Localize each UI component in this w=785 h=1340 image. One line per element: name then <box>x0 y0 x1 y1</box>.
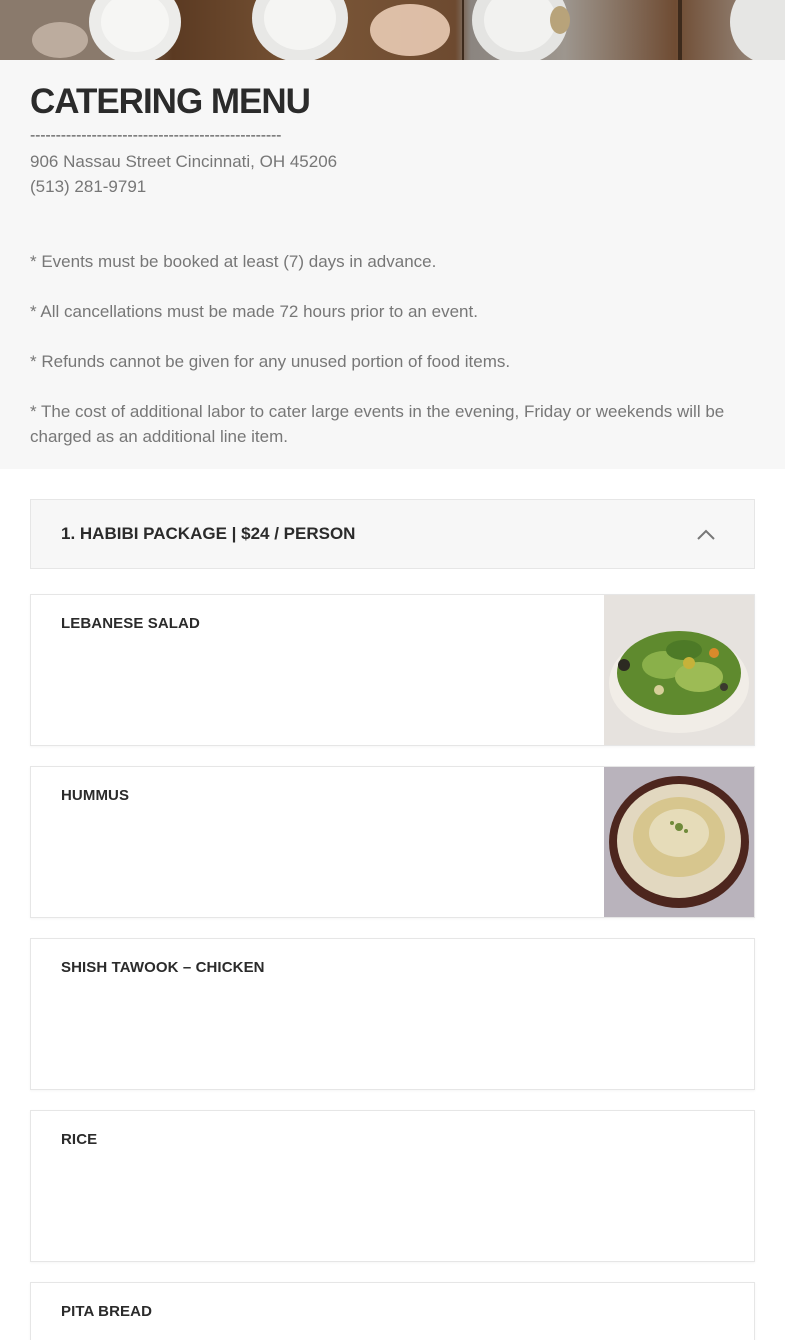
hero-dining-table-graphic <box>0 0 785 60</box>
title-divider: ------------------------------------------------- <box>30 127 282 144</box>
menu-item-name: LEBANESE SALAD <box>61 615 200 632</box>
menu-item-name: RICE <box>61 1131 98 1148</box>
intro-section <box>0 60 785 469</box>
package-title: 1. HABIBI PACKAGE | $24 / PERSON <box>61 524 356 543</box>
menu-item-card-lebanese-salad[interactable] <box>30 594 755 746</box>
policy-refund-notice: * Refunds cannot be given for any unused portion of food items. <box>30 352 511 371</box>
policy-cancellation-notice: * All cancellations must be made 72 hours prior to an event. <box>30 302 478 321</box>
menu-item-card-pita-bread[interactable] <box>30 1282 755 1340</box>
policy-labor-cost-notice: * The cost of additional labor to cater large events in the evening, Friday or weekends will be charged as an additional line item. <box>30 402 725 446</box>
menu-item-name: SHISH TAWOOK – CHICKEN <box>61 959 265 976</box>
menu-item-card-shish-tawook[interactable] <box>30 938 755 1090</box>
menu-item-card-hummus[interactable] <box>30 766 755 918</box>
phone-number[interactable]: (513) 281-9791 <box>30 177 147 196</box>
menu-item-card-rice[interactable] <box>30 1110 755 1262</box>
menu-item-name: HUMMUS <box>61 787 130 804</box>
hummus-photo <box>604 767 754 917</box>
chevron-up-icon <box>696 526 716 542</box>
menu-item-name: PITA BREAD <box>61 1303 152 1320</box>
address-text: 906 Nassau Street Cincinnati, OH 45206 <box>30 152 338 171</box>
policy-booking-notice: * Events must be booked at least (7) days in advance. <box>30 252 437 271</box>
page-title: CATERING MENU <box>30 82 310 121</box>
lebanese-salad-photo <box>604 595 754 745</box>
hero-banner-image <box>0 0 785 60</box>
package-accordion-toggle[interactable] <box>30 499 755 569</box>
